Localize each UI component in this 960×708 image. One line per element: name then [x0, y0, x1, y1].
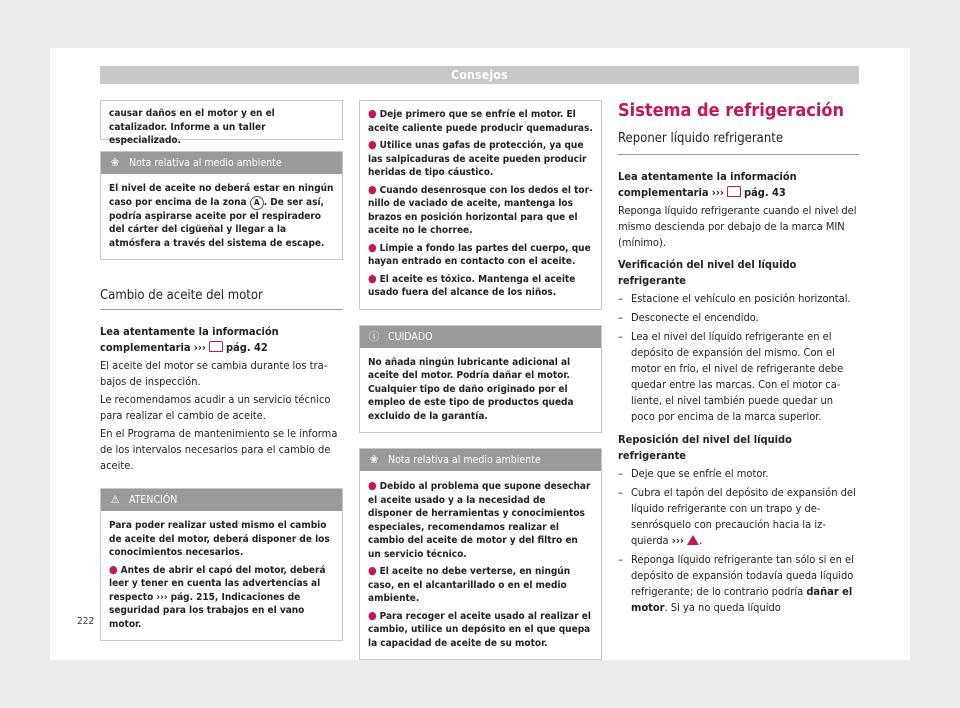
list-item-text: Para recoger el aceite usado al realizar el cambio, utilice un depósito en el que quepa la capacidad de aceite de su motor. — [368, 610, 591, 649]
attention-bullet-text: Antes de abrir el capó del motor, deberá leer y tener en cuenta las advertencias al respecto — [109, 564, 326, 603]
attention-header — [101, 489, 342, 511]
list-item-text: El aceite es tóxico. Mantenga el aceite usado fuera del alcance de los niños. — [368, 273, 576, 298]
section-title: Cambio de aceite del motor — [100, 288, 343, 310]
list-item — [368, 241, 593, 269]
column-right — [618, 100, 859, 616]
caution-text: No añada ningún lubricante adicional al aceite del motor. Podría dañar el motor. Cualquier tipo de daño originado por el empleo de este tipo de productos queda excluido de la garantía. — [368, 356, 574, 422]
procedure-list — [618, 466, 859, 616]
column-left — [100, 100, 343, 641]
environment-note-header — [360, 449, 601, 471]
continued-warning-box — [100, 100, 343, 146]
list-item-text: . Si ya no queda líquido — [664, 601, 781, 614]
info-reference-page[interactable]: pág. 42 — [226, 341, 268, 354]
caution-title: CUIDADO — [388, 330, 433, 343]
bullet-icon: ● — [368, 138, 377, 151]
list-item-text: Limpie a fondo las partes del cuerpo, que hayan entrado en contacto con el aceite. — [368, 242, 591, 267]
procedure-heading: Reposición del nivel del líquido refrigerante — [618, 433, 792, 462]
paragraph: Reponga líquido refrigerante cuando el nivel del mismo descienda por debajo de la marca MIN (mínimo). — [618, 204, 857, 249]
attention-body — [101, 511, 342, 640]
info-reference — [618, 169, 859, 201]
info-reference-label: Lea atentamente la información complementaria — [618, 170, 797, 199]
list-item: – Cubra el tapón del depósito de expansión del líquido refrigerante con un trapo y desenrósquelo con precaución hacia la izquierda ››› . — [618, 485, 859, 549]
subsection-header — [618, 122, 859, 155]
list-item: – Lea el nivel del líquido refrigerante en el depósito de expansión del mismo. Con el motor en frío, el nivel de refrigerante debe quedar entre las marcas. Con el motor caliente, el nivel también puede quedar un poco por encima de la marca superior. — [618, 329, 859, 425]
list-item-text: Utilice unas gafas de protección, ya que las salpicaduras de aceite pueden producir heridas de tipo cáustico. — [368, 140, 587, 178]
list-item — [368, 479, 593, 561]
list-item-text: Reponga líquido refrigerante tan sólo si en el depósito de expansión todavía queda líquido refrigerante; de lo contrario podría — [631, 553, 854, 598]
list-item-text: Cuando desenrosque con los dedos el tornillo de vaciado de aceite, mantenga los brazos en posición horizontal para que el aceite no le chorree. — [368, 184, 593, 236]
attention-bullet — [109, 563, 334, 632]
continued-warning-text: causar daños en el motor y en el catalizador. Informe a un taller especializado. — [109, 108, 275, 146]
info-reference-arrows: ››› — [193, 341, 206, 354]
oil-change-section — [100, 288, 343, 474]
leaf-icon: ❀ — [110, 156, 120, 169]
procedure-list — [618, 291, 859, 425]
bullet-icon: ● — [368, 271, 377, 285]
info-reference-label: Lea atentamente la información complementaria — [100, 325, 279, 354]
book-icon — [209, 341, 223, 352]
caution-box — [359, 325, 602, 434]
list-item: – Desconecte el encendido. — [618, 310, 859, 326]
warning-icon: ⚠ — [110, 493, 120, 506]
caution-header — [360, 326, 601, 348]
info-reference-page[interactable]: pág. 43 — [744, 186, 786, 199]
list-item-text: El aceite no debe verterse, en ningún caso, en el alcantarillado o en el medio ambiente. — [368, 566, 571, 604]
list-item — [368, 564, 593, 606]
list-item — [368, 138, 593, 180]
zone-a-marker: A — [250, 196, 264, 210]
procedure-heading: Verificación del nivel del líquido refrigerante — [618, 258, 797, 287]
environment-note-header — [101, 152, 342, 174]
environment-note-text-b: . De ser así, podría aspirarse aceite por el respiradero del cárter del cigüeñal y llegar a la atmósfera a través del sistema de escape. — [109, 196, 325, 249]
subsection-title: Reponer líquido refrigerante — [618, 131, 784, 146]
list-item — [368, 107, 593, 135]
list-item: – Deje que se enfríe el motor. — [618, 466, 859, 482]
list-item — [368, 272, 593, 300]
paragraph: En el Programa de mantenimiento se le informa de los intervalos necesarios para el cambio de aceite. — [100, 427, 338, 472]
environment-note-box — [100, 151, 343, 260]
book-icon — [727, 186, 741, 197]
environment-note-title: Nota relativa al medio ambiente — [129, 157, 282, 169]
attention-box — [100, 488, 343, 641]
leaf-icon: ❀ — [369, 453, 379, 466]
column-middle — [359, 100, 602, 660]
environment-note-title: Nota relativa al medio ambiente — [388, 454, 541, 466]
list-item — [368, 609, 593, 651]
bullet-icon: ● — [368, 479, 377, 492]
environment-note-body — [360, 471, 601, 659]
attention-text: Para poder realizar usted mismo el cambio de aceite del motor, deberá disponer de los conocimientos necesarios. — [109, 520, 330, 558]
list-item — [618, 552, 859, 616]
info-reference — [100, 324, 343, 356]
warning-continued-box — [359, 100, 602, 310]
bullet-icon: ● — [368, 240, 377, 254]
list-item: – Estacione el vehículo en posición horizontal. — [618, 291, 859, 307]
bullet-icon: ● — [368, 608, 377, 622]
page-header: Consejos — [100, 66, 859, 84]
emphasis-text: dañar el motor — [631, 585, 853, 614]
warning-reference-link[interactable]: ››› — [671, 534, 685, 547]
attention-reference-link[interactable]: ››› pág. 215, Indicaciones de seguridad para los trabajos en el vano motor. — [109, 591, 305, 630]
list-item-text: Debido al problema que supone desechar el aceite usado y a la necesidad de disponer de herramientas y conocimientos especiales, recomendamos realizar el cambio del aceite de motor y del filtro en un servicio técnico. — [368, 481, 591, 560]
warning-continued-body — [360, 101, 601, 309]
info-reference-arrows: ››› — [711, 186, 724, 199]
attention-title: ATENCIÓN — [129, 494, 178, 506]
environment-note-box — [359, 448, 602, 660]
page-number: 222 — [77, 616, 95, 627]
bullet-icon: ● — [368, 564, 377, 577]
warning-triangle-icon — [687, 535, 699, 545]
bullet-icon: ● — [368, 182, 377, 196]
environment-note-body — [101, 174, 342, 259]
list-item-text: Cubra el tapón del depósito de expansión del líquido refrigerante con un trapo y desenrósquelo con precaución hacia la izquierda — [631, 486, 856, 547]
environment-note-text-a: El nivel de aceite no deberá estar en ningún caso por encima de la zona — [109, 183, 334, 208]
list-item-text: Deje primero que se enfríe el motor. El aceite caliente puede producir quemaduras. — [368, 109, 593, 134]
list-item — [368, 183, 593, 238]
paragraph: Le recomendamos acudir a un servicio técnico para realizar el cambio de aceite. — [100, 393, 331, 422]
info-circle-icon: ⓘ — [368, 329, 380, 343]
chapter-title: Sistema de refrigeración — [618, 100, 845, 121]
bullet-icon: ● — [368, 107, 377, 120]
bullet-icon: ● — [109, 562, 118, 576]
paragraph: El aceite del motor se cambia durante los trabajos de inspección. — [100, 359, 328, 388]
